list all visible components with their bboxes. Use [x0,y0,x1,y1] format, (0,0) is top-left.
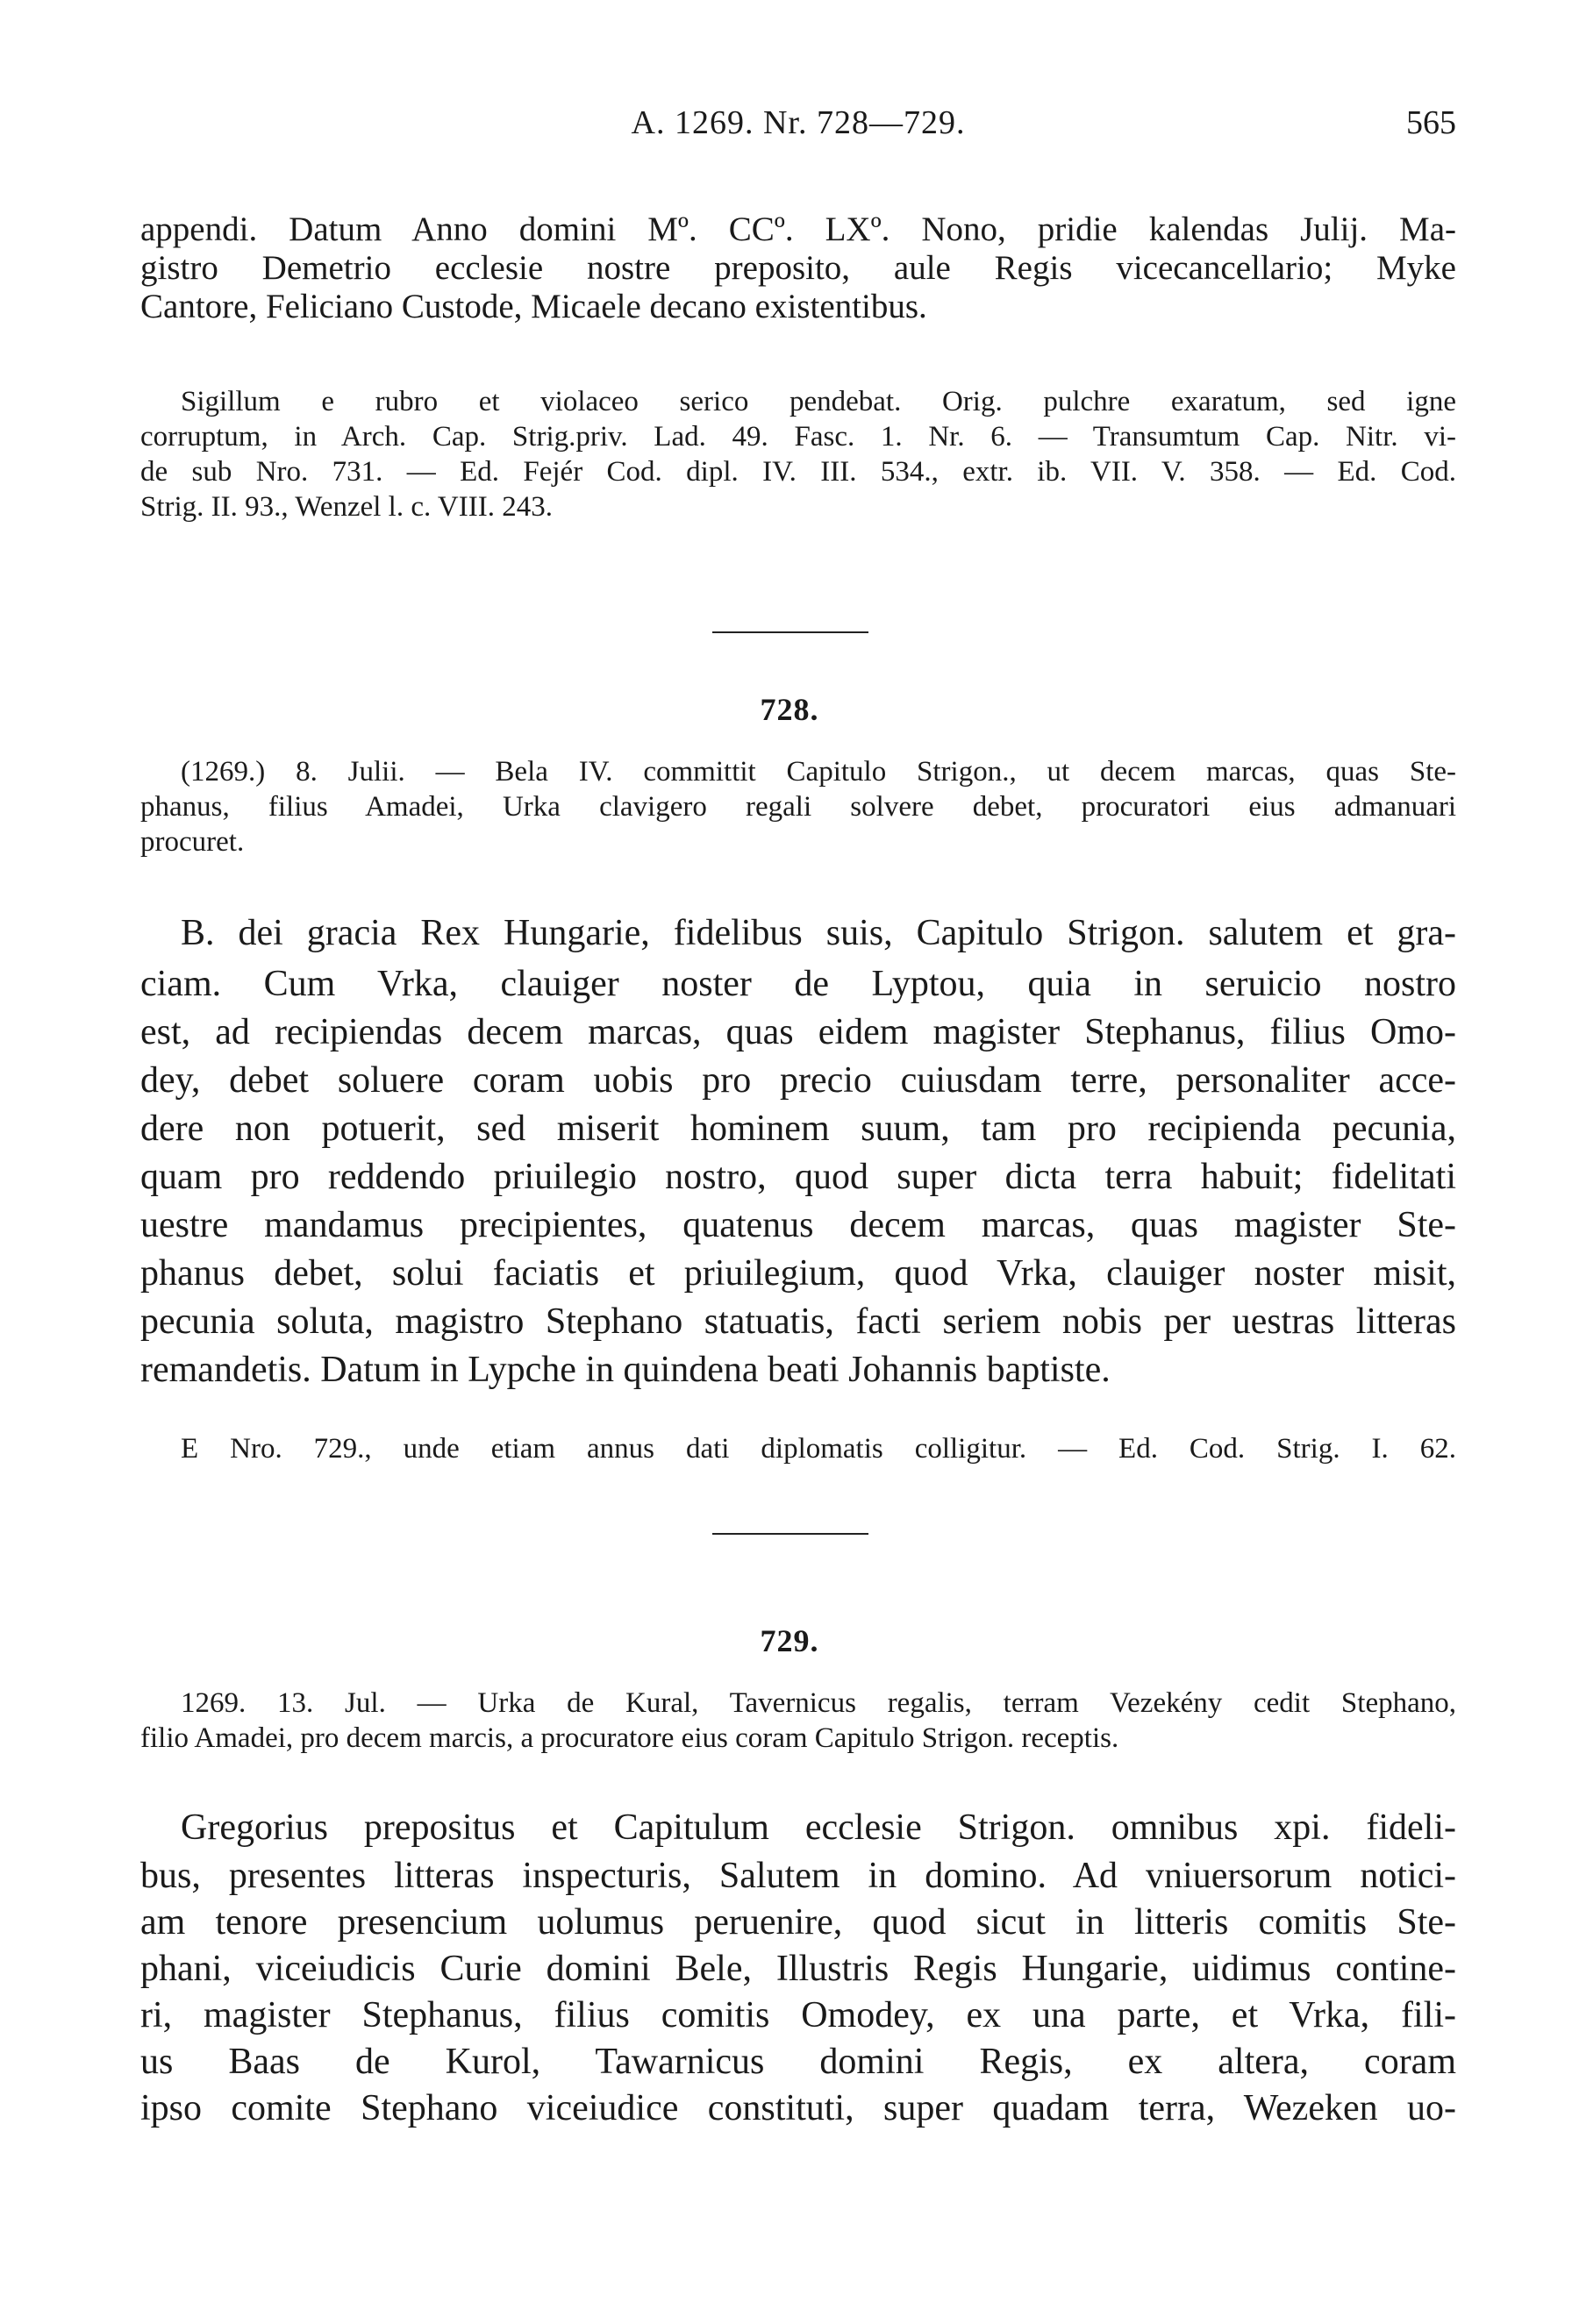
doc729-number: 729. [760,1623,819,1658]
doc727-note-cont [140,419,1456,524]
note-line: Strig. II. 93., Wenzel l. c. VIII. 243. [140,491,553,523]
doc728-number: 728. [760,692,819,727]
body-line: uestre mandamus precipientes, quatenus decem marcas, quas magister Ste- [140,1205,1456,1245]
note-line: Sigillum e rubro et violaceo serico pendebat. Orig. pulchre exaratum, sed igne [181,386,1456,417]
summary-line: phanus, filius Amadei, Urka clavigero regali solvere debet, procuratori eius admanuari [140,791,1456,823]
note-line: corruptum, in Arch. Cap. Strig.priv. Lad. 49. Fasc. 1. Nr. 6. — Transumtum Cap. Nitr. vi- [140,421,1456,453]
body-line: bus, presentes litteras inspecturis, Salutem in domino. Ad vniuersorum notici- [140,1856,1456,1896]
summary-line: (1269.) 8. Julii. — Bela IV. committit Capitulo Strigon., ut decem marcas, quas Ste- [181,756,1456,788]
text-line: appendi. Datum Anno domini Mº. CCº. LXº. Nono, pridie kalendas Julij. Ma- [140,210,1456,248]
doc729-body [140,1807,1456,1849]
note-line: de sub Nro. 731. — Ed. Fejér Cod. dipl. IV. III. 534., extr. ib. VII. V. 358. — Ed. Cod. [140,456,1456,488]
summary-line: 1269. 13. Jul. — Urka de Kural, Tavernicus regalis, terram Vezekény cedit Stephano, [181,1687,1456,1719]
body-line: phani, viceiudicis Curie domini Bele, Illustris Regis Hungarie, uidimus contine- [140,1949,1456,1989]
doc728-summary [140,754,1456,789]
body-line: ipso comite Stephano viceiudice constituti, super quadam terra, Wezeken uo- [140,2088,1456,2128]
body-line: est, ad recipiendas decem marcas, quas eidem magister Stephanus, filius Omo- [140,1012,1456,1052]
page-number: 565 [1406,104,1456,141]
body-line: us Baas de Kurol, Tawarnicus domini Regis, ex altera, coram [140,2042,1456,2082]
running-head: A. 1269. Nr. 728—729. [631,104,966,141]
text-line: Cantore, Feliciano Custode, Micaele decano existentibus. [140,288,927,325]
summary-line: filio Amadei, pro decem marcis, a procuratore eius coram Capitulo Strigon. receptis. [140,1722,1119,1754]
body-line: quam pro reddendo priuilegio nostro, quod super dicta terra habuit; fidelitati [140,1157,1456,1197]
body-line: am tenore presencium uolumus peruenire, quod sicut in litteris comitis Ste- [140,1902,1456,1943]
doc728-summary-cont [140,789,1456,859]
doc729-summary-cont [140,1721,1456,1756]
body-line: B. dei gracia Rex Hungarie, fidelibus suis, Capitulo Strigon. salutem et gra- [181,913,1456,953]
doc727-tail-text [140,210,1456,326]
doc727-note [140,384,1456,419]
doc728-body [140,912,1456,954]
body-line: pecunia soluta, magistro Stephano statuatis, facti seriem nobis per uestras litteras [140,1301,1456,1342]
doc728-note [140,1431,1456,1466]
body-line: dey, debet soluere coram uobis pro precio cuiusdam terre, personaliter acce- [140,1060,1456,1101]
doc728-body-cont [140,960,1456,1394]
body-line: phanus debet, solui faciatis et priuilegium, quod Vrka, clauiger noster misit, [140,1253,1456,1294]
doc729-body-cont [140,1853,1456,2132]
text-line: gistro Demetrio ecclesie nostre preposito, aule Regis vicecancellario; Myke [140,249,1456,287]
body-line: ciam. Cum Vrka, clauiger noster de Lyptou, quia in seruicio nostro [140,964,1456,1004]
doc729-summary [140,1686,1456,1721]
body-line: Gregorius prepositus et Capitulum ecclesie Strigon. omnibus xpi. fideli- [181,1807,1456,1848]
body-line: dere non potuerit, sed miserit hominem suum, tam pro recipienda pecunia, [140,1109,1456,1149]
section-divider [712,1533,868,1535]
summary-line: procuret. [140,826,245,858]
body-line: ri, magister Stephanus, filius comitis Omodey, ex una parte, et Vrka, fili- [140,1995,1456,2035]
page-header [140,103,1456,156]
body-line: remandetis. Datum in Lypche in quindena beati Johannis baptiste. [140,1350,1111,1390]
section-divider [712,631,868,633]
note-line: E Nro. 729., unde etiam annus dati diplomatis colligitur. — Ed. Cod. Strig. I. 62. [181,1433,1456,1465]
